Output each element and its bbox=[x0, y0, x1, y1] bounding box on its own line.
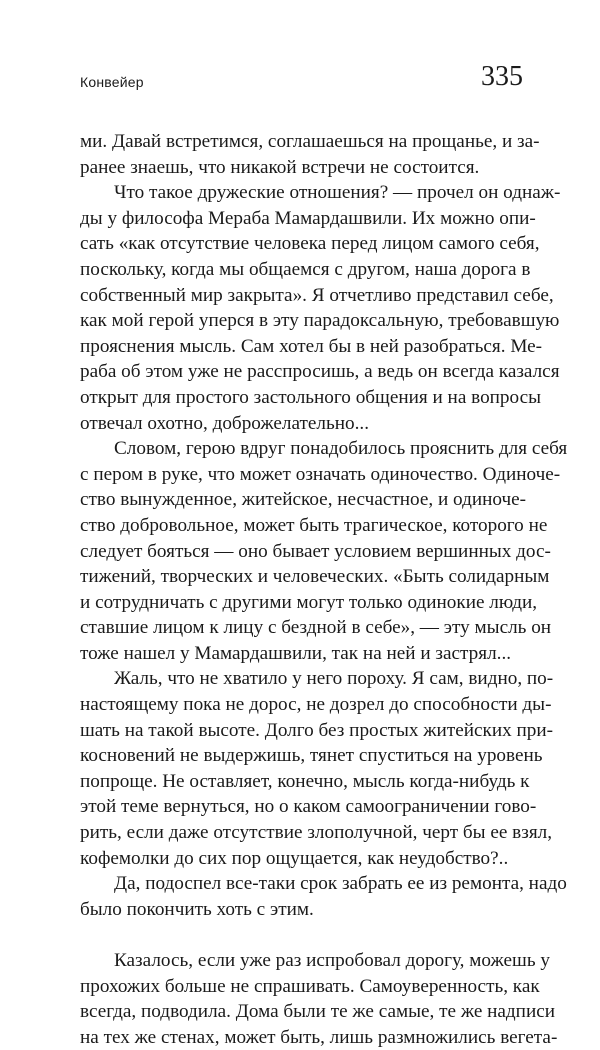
text-line: ми. Давай встретимся, соглашаешься на прощанье, и за- bbox=[80, 131, 540, 152]
text-line: этой теме вернуться, но о каком самоограничении гово- bbox=[80, 796, 537, 818]
text-line: рить, если даже отсутствие злополучной, черт бы ее взял, bbox=[80, 822, 553, 844]
text-line: было покончить хоть с этим. bbox=[80, 898, 314, 920]
text-line: настоящему пока не дорос, не дозрел до способности ды- bbox=[80, 694, 552, 716]
text-line: ство добровольное, может быть трагическое, которого не bbox=[80, 514, 548, 536]
text-line: всегда, подводила. Дома были те же самые, те же надписи bbox=[80, 1001, 556, 1023]
text-line: ранее знаешь, что никакой встречи не состоится. bbox=[80, 156, 480, 178]
text-line: ство вынужденное, житейское, несчастное, и одиноче- bbox=[80, 489, 527, 511]
text-line: тижений, творческих и человеческих. «Быть солидарным bbox=[80, 566, 550, 588]
text-line: косновений не выдержишь, тянет спуститься на уровень bbox=[80, 745, 543, 767]
text-line: Что такое дружеские отношения? — прочел он однаж- bbox=[114, 182, 561, 204]
running-title: Конвейер bbox=[80, 74, 144, 90]
text-line: раба об этом уже не расспросишь, а ведь он всегда казался bbox=[80, 361, 560, 383]
text-line: с пером в руке, что может означать одиночество. Одиноче- bbox=[80, 463, 561, 485]
section-break bbox=[80, 922, 526, 948]
text-line: кофемолки до сих пор ощущается, как неудобство?.. bbox=[80, 847, 509, 869]
page-number: 335 bbox=[481, 61, 523, 92]
text-line: тоже нашел у Мамардашвили, так на ней и застрял... bbox=[80, 642, 512, 664]
text-line: попроще. Не оставляет, конечно, мысль когда-нибудь к bbox=[80, 770, 530, 792]
text-line: прохожих больше не спрашивать. Самоуверенность, как bbox=[80, 975, 540, 997]
text-line: на тех же стенах, может быть, лишь размножились вегета- bbox=[80, 1026, 558, 1048]
text-line: поскольку, когда мы общаемся с другом, наша дорога в bbox=[80, 258, 531, 280]
text-line: ставшие лицом к лицу с бездной в себе», — эту мысль он bbox=[80, 617, 552, 639]
text-line: собственный мир закрыта». Я отчетливо представил себе, bbox=[80, 284, 554, 306]
text-line: Жаль, что не хватило у него пороху. Я сам, видно, по- bbox=[114, 668, 554, 690]
text-line: прояснения мысль. Сам хотел бы в ней разобраться. Ме- bbox=[80, 335, 543, 357]
text-line: как мой герой уперся в эту парадоксальную, требовавшую bbox=[80, 310, 560, 332]
text-line: отвечал охотно, доброжелательно... bbox=[80, 412, 370, 434]
body-text bbox=[80, 129, 568, 1050]
text-line: и сотрудничать с другими могут только одинокие люди, bbox=[80, 591, 538, 613]
text-line: Казалось, если уже раз испробовал дорогу, можешь у bbox=[114, 950, 550, 971]
text-line: Словом, герою вдруг понадобилось прояснить для себя bbox=[114, 438, 568, 460]
text-line: Да, подоспел все-таки срок забрать ее из ремонта, надо bbox=[114, 873, 567, 895]
text-line: шать на такой высоте. Долго без простых житейских при- bbox=[80, 719, 554, 741]
text-line: открыт для простого застольного общения и на вопросы bbox=[80, 386, 542, 408]
text-line: ды у философа Мераба Мамардашвили. Их можно опи- bbox=[80, 207, 536, 229]
text-line: сать «как отсутствие человека перед лицом самого себя, bbox=[80, 233, 540, 255]
text-line: следует бояться — оно бывает условием вершинных дос- bbox=[80, 540, 551, 562]
